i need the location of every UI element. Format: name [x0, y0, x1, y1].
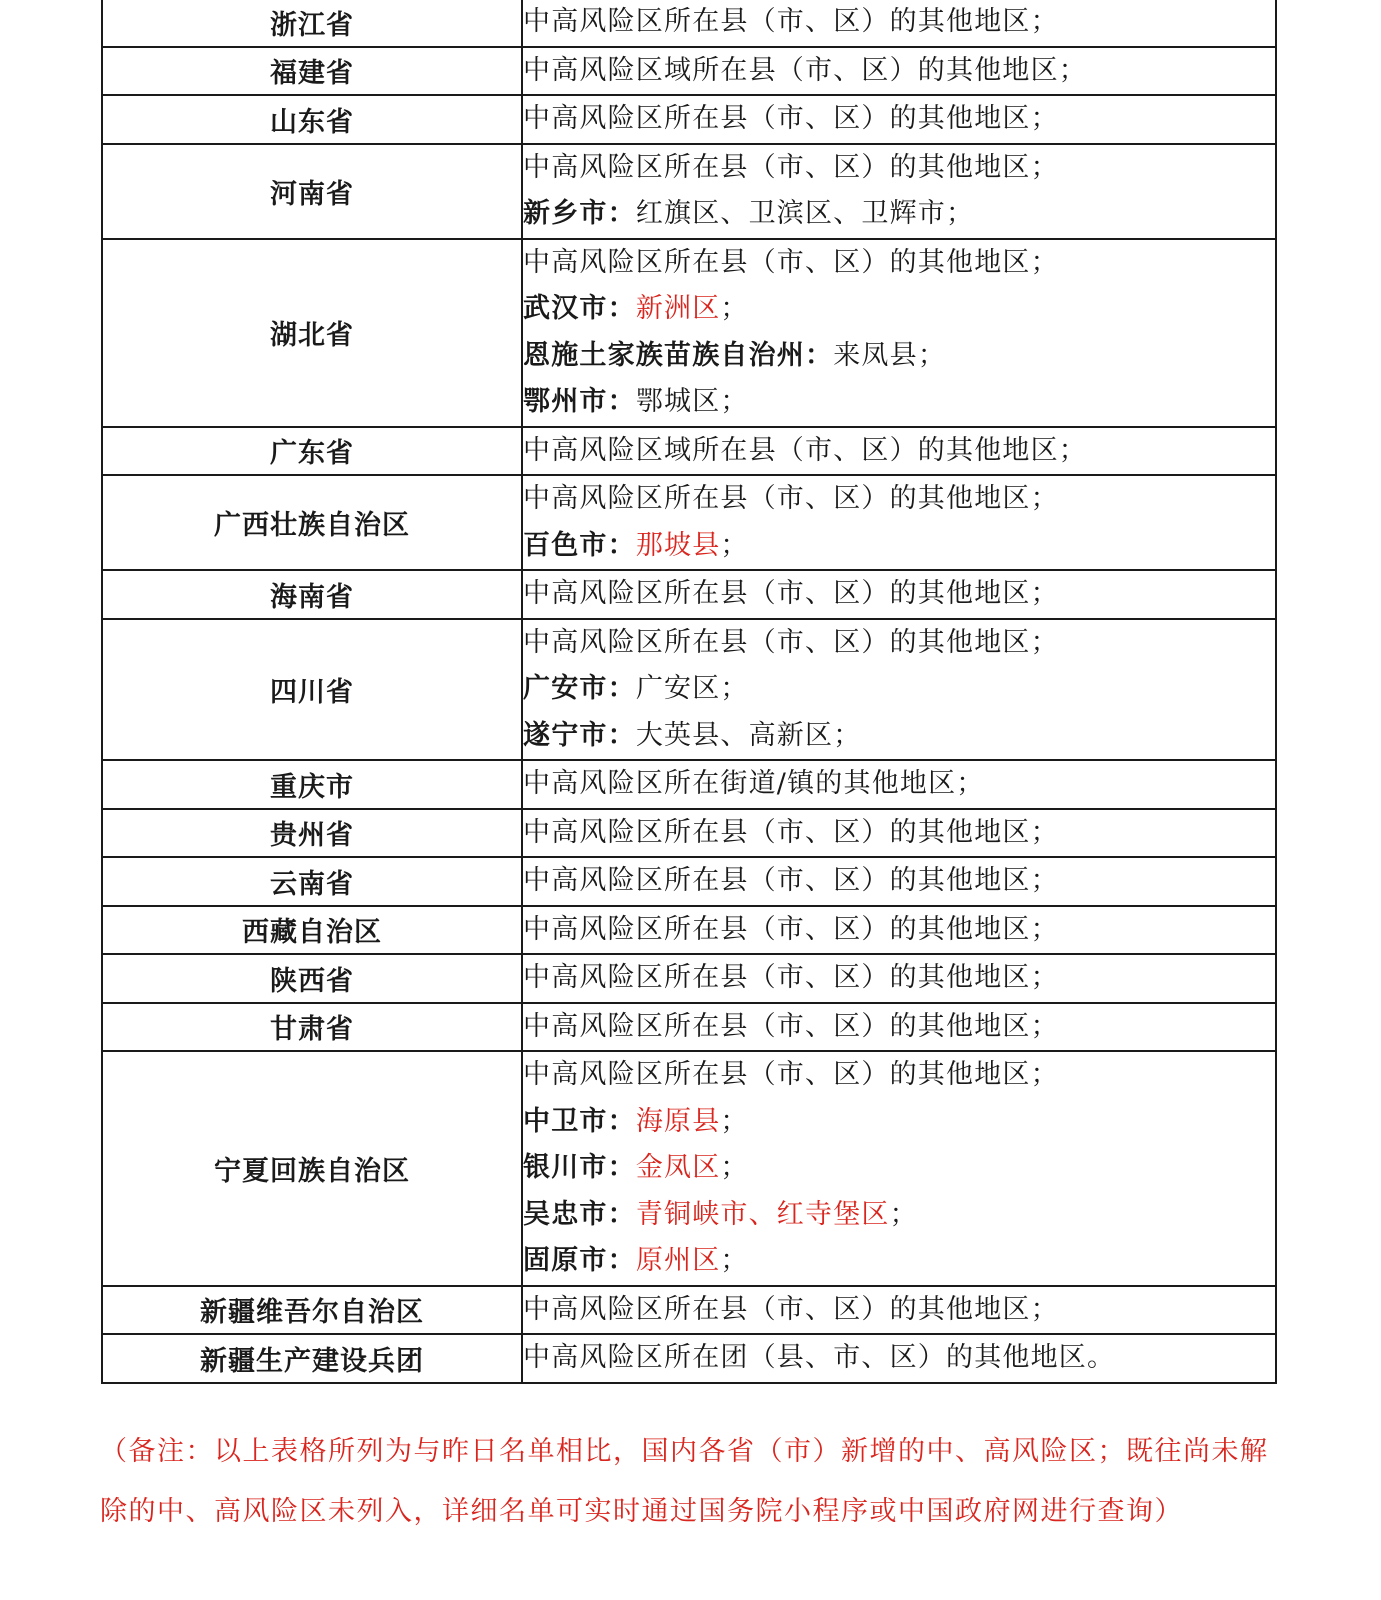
city-line [523, 523, 1275, 570]
new-risk-area: 那坡县 [635, 529, 721, 561]
policy-text: 中高风险区域所在县（市、区）的其他地区； [523, 54, 1087, 86]
detail-cell [522, 427, 1276, 476]
detail-cell [522, 239, 1276, 427]
new-risk-area: 金凤区 [635, 1152, 721, 1183]
new-risk-area: 原州区 [635, 1245, 721, 1276]
policy-text: 中高风险区所在街道/镇的其他地区； [523, 768, 985, 799]
detail-cell [522, 570, 1276, 619]
city-name: 恩施土家族苗族自治州： [523, 339, 834, 371]
table-row [102, 239, 1276, 427]
new-risk-area: 海原县 [635, 1105, 721, 1137]
line-end: ； [720, 1152, 749, 1183]
policy-text: 中高风险区所在县（市、区）的其他地区； [523, 483, 1059, 514]
area-name: 大英县、高新区 [635, 719, 834, 751]
new-risk-area: 青铜峡市、红寺堡区 [635, 1198, 890, 1230]
table-row [102, 954, 1276, 1003]
risk-area-table [101, 0, 1277, 1384]
table-row [102, 1003, 1276, 1052]
city-line [523, 1099, 1275, 1146]
province-cell: 重庆市 [102, 760, 522, 809]
city-line [523, 1145, 1275, 1192]
table-row [102, 475, 1276, 570]
table-row [102, 0, 1276, 47]
city-line [523, 191, 1275, 238]
table-row [102, 619, 1276, 761]
policy-text: 中高风险区所在县（市、区）的其他地区； [523, 816, 1059, 848]
province-cell: 海南省 [102, 570, 522, 619]
policy-text: 中高风险区所在县（市、区）的其他地区； [523, 103, 1059, 134]
city-name: 武汉市： [523, 293, 636, 324]
province-cell: 福建省 [102, 47, 522, 96]
table-row [102, 906, 1276, 955]
city-name: 广安市： [523, 673, 636, 704]
city-name: 遂宁市： [523, 719, 636, 751]
line-end: ； [720, 293, 749, 324]
city-line [523, 1238, 1275, 1285]
table-body [102, 0, 1276, 1383]
line-end: ； [917, 339, 947, 371]
city-name: 鄂州市： [523, 386, 636, 417]
policy-text: 中高风险区所在县（市、区）的其他地区； [523, 246, 1059, 278]
line-end: ； [720, 1105, 749, 1137]
area-name: 红旗区、卫滨区、卫辉市 [635, 198, 947, 229]
remark-note: （备注：以上表格所列为与昨日名单相比，国内各省（市）新增的中、高风险区；既往尚未解除的中、高风险区未列入，详细名单可实时通过国务院小程序或中国政府网进行查询） [100, 1436, 1269, 1527]
city-name: 银川市： [523, 1152, 636, 1183]
province-cell: 贵州省 [102, 809, 522, 858]
policy-text: 中高风险区所在县（市、区）的其他地区； [523, 962, 1059, 993]
table-row [102, 760, 1276, 809]
policy-text: 中高风险区所在县（市、区）的其他地区； [523, 151, 1059, 183]
area-name: 鄂城区 [635, 386, 721, 417]
province-cell: 山东省 [102, 95, 522, 144]
policy-text: 中高风险区所在县（市、区）的其他地区； [523, 1010, 1059, 1042]
province-cell: 甘肃省 [102, 1003, 522, 1052]
new-risk-area: 新洲区 [635, 293, 721, 324]
detail-cell [522, 1003, 1276, 1052]
city-line [523, 713, 1275, 760]
city-name: 吴忠市： [523, 1198, 636, 1230]
detail-cell [522, 144, 1276, 239]
policy-text: 中高风险区所在县（市、区）的其他地区； [523, 865, 1059, 896]
province-cell: 广东省 [102, 427, 522, 476]
detail-cell [522, 95, 1276, 144]
line-end: ； [720, 673, 749, 704]
policy-text: 中高风险区所在县（市、区）的其他地区； [523, 626, 1059, 658]
city-name: 固原市： [523, 1245, 636, 1276]
line-end: ； [720, 386, 749, 417]
city-name: 新乡市： [523, 198, 636, 229]
province-cell: 西藏自治区 [102, 906, 522, 955]
city-line [523, 333, 1275, 380]
line-end: ； [889, 1198, 918, 1230]
city-line [523, 666, 1275, 713]
policy-text: 中高风险区所在县（市、区）的其他地区； [523, 578, 1059, 609]
detail-cell [522, 954, 1276, 1003]
table-row [102, 857, 1276, 906]
province-cell: 河南省 [102, 144, 522, 239]
detail-cell [522, 1051, 1276, 1286]
detail-cell [522, 1286, 1276, 1335]
area-name: 广安区 [635, 673, 721, 704]
line-end: ； [833, 719, 862, 751]
city-line [523, 1192, 1275, 1239]
city-name: 百色市： [523, 529, 636, 561]
detail-cell [522, 906, 1276, 955]
province-cell: 新疆维吾尔自治区 [102, 1286, 522, 1335]
table-row [102, 95, 1276, 144]
detail-cell [522, 809, 1276, 858]
table-row [102, 144, 1276, 239]
line-end: ； [720, 529, 749, 561]
table-row [102, 809, 1276, 858]
line-end: ； [946, 198, 975, 229]
city-name: 中卫市： [523, 1105, 636, 1137]
city-line [523, 286, 1275, 333]
table-row [102, 427, 1276, 476]
detail-cell [522, 857, 1276, 906]
policy-text: 中高风险区域所在县（市、区）的其他地区； [523, 434, 1087, 466]
city-line [523, 379, 1275, 426]
policy-text: 中高风险区所在县（市、区）的其他地区； [523, 1059, 1059, 1090]
detail-cell [522, 0, 1276, 47]
province-cell: 四川省 [102, 619, 522, 761]
province-cell: 广西壮族自治区 [102, 475, 522, 570]
detail-cell [522, 619, 1276, 761]
table-row [102, 1286, 1276, 1335]
policy-text: 中高风险区所在县（市、区）的其他地区； [523, 6, 1059, 37]
province-cell: 湖北省 [102, 239, 522, 427]
table-row [102, 1051, 1276, 1286]
table-row [102, 47, 1276, 96]
table-row [102, 1334, 1276, 1383]
policy-text: 中高风险区所在团（县、市、区）的其他地区。 [523, 1342, 1116, 1373]
province-cell: 宁夏回族自治区 [102, 1051, 522, 1286]
province-cell: 新疆生产建设兵团 [102, 1334, 522, 1383]
province-cell: 云南省 [102, 857, 522, 906]
province-cell: 陕西省 [102, 954, 522, 1003]
detail-cell [522, 475, 1276, 570]
detail-cell [522, 1334, 1276, 1383]
policy-text: 中高风险区所在县（市、区）的其他地区； [523, 913, 1059, 945]
area-name: 来凤县 [833, 339, 918, 371]
table-row [102, 570, 1276, 619]
detail-cell [522, 47, 1276, 96]
province-cell: 浙江省 [102, 0, 522, 47]
line-end: ； [720, 1245, 749, 1276]
detail-cell [522, 760, 1276, 809]
policy-text: 中高风险区所在县（市、区）的其他地区； [523, 1293, 1059, 1325]
